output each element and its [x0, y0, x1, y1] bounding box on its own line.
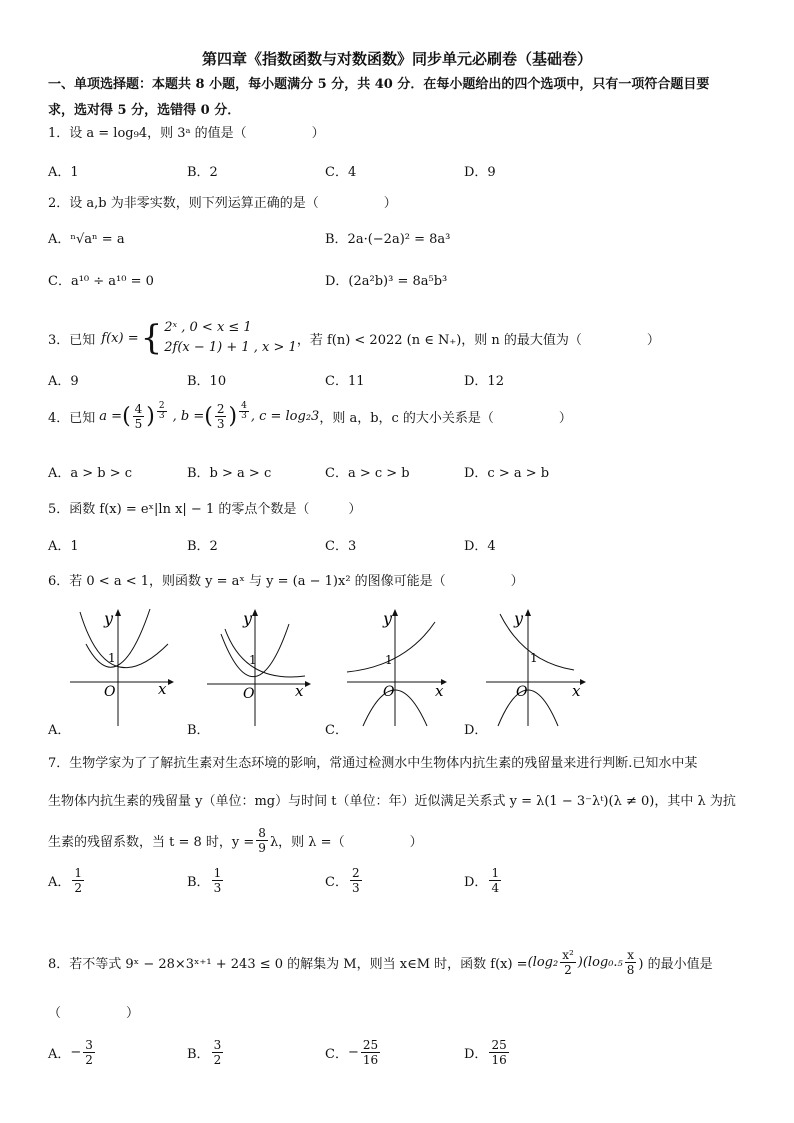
q7-option-c-num: 2 [351, 866, 360, 880]
q4-b-fraction [215, 402, 227, 431]
q4-a-den: 5 [134, 417, 143, 431]
q2-option-b[interactable]: B．2a·(−2a)² = 8a³ [325, 232, 451, 247]
q4-prefix: 4．已知 [48, 411, 96, 426]
q8-stem-b: ) 的最小值是 [638, 957, 713, 972]
q8-option-c-label: C． [325, 1047, 348, 1062]
q6-option-b[interactable]: B． [187, 723, 210, 738]
q8-option-a[interactable] [48, 1038, 97, 1067]
q2-option-c[interactable]: C．a¹⁰ ÷ a¹⁰ = 0 [48, 274, 154, 289]
q7-line3-a: 生素的残留系数，当 t = 8 时，y = [48, 835, 255, 850]
graph-a-origin-label: O [104, 684, 116, 700]
q4-a-paren-open: ( [122, 404, 131, 429]
q1-option-d[interactable]: D．9 [464, 165, 496, 180]
q3-case-2: 2f(x − 1) + 1 , x > 1 [164, 340, 297, 355]
q4-b-paren-close: ) [228, 404, 238, 429]
q3-option-b[interactable]: B．10 [187, 374, 227, 389]
instructions-line-2: 求，选对得 5 分，选错得 0 分． [48, 103, 241, 118]
q8-option-a-num: 3 [85, 1038, 93, 1052]
q3-brace: { [140, 318, 163, 358]
q8-answer-paren: （ ） [48, 1006, 140, 1021]
q8-option-a-den: 2 [85, 1053, 93, 1067]
q8-option-c-num: 25 [362, 1038, 379, 1052]
question-7-line-3 [48, 826, 423, 855]
q7-frac-num: 8 [258, 826, 266, 840]
q4-a-exp-den: 3 [158, 411, 165, 421]
q8-option-d-label: D． [464, 1047, 488, 1062]
question-7-line-2: 生物体内抗生素的残留量 y（单位：mg）与时间 t（单位：年）近似满足关系式 y = λ(1 − 3⁻λᵗ)(λ ≠ 0)，其中 λ 为抗 [48, 794, 736, 809]
q6-graph-b[interactable] [205, 604, 315, 728]
q5-option-d[interactable]: D．4 [464, 539, 496, 554]
question-4-stem [48, 402, 572, 431]
graph-d-y-label: y [514, 609, 524, 628]
q8-option-d-den: 16 [491, 1053, 507, 1067]
q8-option-a-label: A． [48, 1047, 71, 1062]
q7-option-c[interactable] [325, 866, 364, 895]
q7-option-a-label: A． [48, 875, 71, 890]
graph-d-x-label: x [572, 682, 581, 700]
q2-option-d[interactable]: D．(2a²b)³ = 8a⁵b³ [325, 274, 448, 289]
q4-a-label: a = [99, 409, 123, 424]
question-5-stem: 5．函数 f(x) = eˣ|ln x| − 1 的零点个数是（ ） [48, 502, 362, 517]
graph-d-x-arrow [580, 679, 586, 685]
q8-log2-num: x [625, 948, 637, 963]
q4-b-den: 3 [216, 417, 225, 431]
q7-option-a-den: 2 [74, 881, 83, 895]
q6-option-a[interactable]: A． [48, 723, 71, 738]
q4-a-exponent [157, 402, 167, 421]
q8-option-b-label: B． [187, 1047, 210, 1062]
q6-graph-c[interactable] [345, 604, 455, 728]
q8-log1-num: x² [562, 948, 574, 962]
question-6-stem: 6．若 0 < a < 1，则函数 y = aˣ 与 y = (a − 1)x² 的图像可能是（ ） [48, 574, 524, 589]
graph-b-y-arrow [252, 609, 258, 616]
graph-a-exp-curve [80, 612, 168, 668]
q3-case-1: 2ˣ , 0 < x ≤ 1 [164, 320, 252, 335]
question-2-stem: 2．设 a,b 为非零实数，则下列运算正确的是（ ） [48, 196, 397, 211]
q8-option-c-sign: − [347, 1045, 359, 1060]
q4-option-a[interactable]: A．a > b > c [48, 466, 133, 481]
q7-option-d-num: 1 [491, 866, 500, 880]
q3-option-a[interactable]: A．9 [48, 374, 79, 389]
q1-option-b[interactable]: B．2 [187, 165, 218, 180]
q4-b-exponent [239, 402, 249, 421]
q3-prefix: 3．已知 [48, 332, 96, 348]
question-8-stem [48, 948, 713, 977]
graph-a-y-arrow [115, 609, 121, 616]
graph-b-x-arrow [305, 681, 311, 687]
q7-frac-den: 9 [258, 841, 266, 855]
q8-stem-a: 8．若不等式 9ˣ − 28×3ˣ⁺¹ + 243 ≤ 0 的解集为 M，则当 x∈M 时，函数 f(x) = [48, 957, 528, 972]
graph-c-origin-label: O [383, 684, 395, 700]
q3-option-d[interactable]: D．12 [464, 374, 504, 389]
graph-a-x-label: x [158, 680, 167, 698]
q7-option-b-label: B． [187, 875, 210, 890]
graph-b-y-label: y [243, 609, 253, 628]
question-1-stem: 1．设 a = log₉4，则 3ᵃ 的值是（ ） [48, 126, 325, 141]
graph-a-one-label: 1 [108, 651, 116, 665]
q8-option-c-den: 16 [362, 1053, 379, 1067]
graph-b-origin-label: O [243, 686, 255, 702]
graph-b-x-label: x [295, 682, 304, 700]
q1-option-a[interactable]: A．1 [48, 165, 79, 180]
q3-cases [164, 318, 297, 358]
q5-option-b[interactable]: B．2 [187, 539, 218, 554]
q5-option-c[interactable]: C．3 [325, 539, 357, 554]
q6-option-c[interactable]: C． [325, 723, 348, 738]
graph-d-one-label: 1 [530, 651, 538, 665]
graph-b-one-label: 1 [249, 653, 257, 667]
graph-a-x-arrow [168, 679, 174, 685]
graph-c-y-label: y [383, 609, 393, 628]
q4-b-num: 2 [216, 402, 225, 416]
q3-option-c[interactable]: C．11 [325, 374, 365, 389]
q2-option-a[interactable]: A．ⁿ√aⁿ = a [48, 232, 125, 247]
q8-option-b[interactable] [187, 1038, 225, 1067]
graph-c-x-label: x [435, 682, 444, 700]
q6-graph-d[interactable] [484, 604, 594, 728]
q8-option-b-num: 3 [213, 1038, 222, 1052]
question-3-stem [48, 318, 660, 358]
q4-a-num: 4 [134, 402, 143, 416]
q4-a-paren-close: ) [146, 404, 155, 429]
q7-option-d-label: D． [464, 875, 488, 890]
q8-option-a-sign: − [70, 1045, 82, 1060]
q5-option-a[interactable]: A．1 [48, 539, 79, 554]
q7-line3-b: λ，则 λ =（ ） [269, 835, 423, 850]
graph-a-y-label: y [104, 609, 114, 628]
q4-option-d[interactable]: D．c > a > b [464, 466, 550, 481]
q4-b-label: , b = [172, 409, 205, 424]
q4-b-exp-num: 4 [241, 401, 247, 411]
q7-option-a[interactable] [48, 866, 86, 895]
q7-option-d[interactable] [464, 866, 503, 895]
q8-log1-den: 2 [564, 963, 572, 977]
q7-option-b[interactable] [187, 866, 225, 895]
question-7-line-1: 7．生物学家为了了解抗生素对生态环境的影响，常通过检测水中生物体内抗生素的残留量来进行判断.已知水中某 [48, 756, 698, 771]
page-title: 第四章《指数函数与对数函数》同步单元必刷卷（基础卷） [201, 50, 592, 68]
q8-option-d[interactable] [464, 1038, 511, 1067]
q4-suffix: ，则 a，b，c 的大小关系是（ ） [319, 411, 572, 426]
graph-c-y-arrow [392, 609, 398, 616]
q8-log1: (log₂ [527, 955, 559, 970]
graph-b-exp-curve [225, 629, 305, 677]
q3-suffix: ，若 f(n) < 2022 (n ∈ N₊)，则 n 的最大值为（ ） [296, 332, 660, 348]
q8-option-b-den: 2 [213, 1053, 222, 1067]
graph-d-origin-label: O [516, 684, 528, 700]
q7-option-b-num: 1 [213, 866, 222, 880]
q6-option-d[interactable]: D． [464, 723, 488, 738]
q8-log2-den: 8 [626, 963, 635, 977]
q4-option-c[interactable]: C．a > c > b [325, 466, 410, 481]
graph-c-one-label: 1 [385, 653, 393, 667]
q7-option-c-label: C． [325, 875, 348, 890]
instructions-line-1: 一、单项选择题：本题共 8 小题，每小题满分 5 分，共 40 分．在每小题给出的四个选项中，只有一项符合题目要 [48, 77, 710, 92]
q7-option-a-num: 1 [74, 866, 83, 880]
q4-b-paren-open: ( [204, 404, 213, 429]
q8-option-c[interactable] [325, 1038, 382, 1067]
q6-graph-a[interactable] [68, 604, 178, 728]
q4-option-b[interactable]: B．b > a > c [187, 466, 272, 481]
q7-option-b-den: 3 [213, 881, 222, 895]
q8-log2: )(log₀.₅ [577, 955, 623, 970]
q7-option-c-den: 3 [351, 881, 360, 895]
q4-b-exp-den: 3 [241, 411, 247, 421]
graph-d-y-arrow [525, 609, 531, 616]
q3-function: f(x) = [101, 330, 139, 346]
q1-option-c[interactable]: C．4 [325, 165, 357, 180]
section-instructions [48, 72, 758, 124]
q4-a-exp-num: 2 [158, 401, 165, 411]
q7-fraction [256, 826, 268, 855]
q4-a-fraction [133, 402, 145, 431]
q8-option-d-num: 25 [491, 1038, 507, 1052]
q4-c-expression: , c = log₂3 [250, 409, 320, 424]
q7-option-d-den: 4 [491, 881, 500, 895]
